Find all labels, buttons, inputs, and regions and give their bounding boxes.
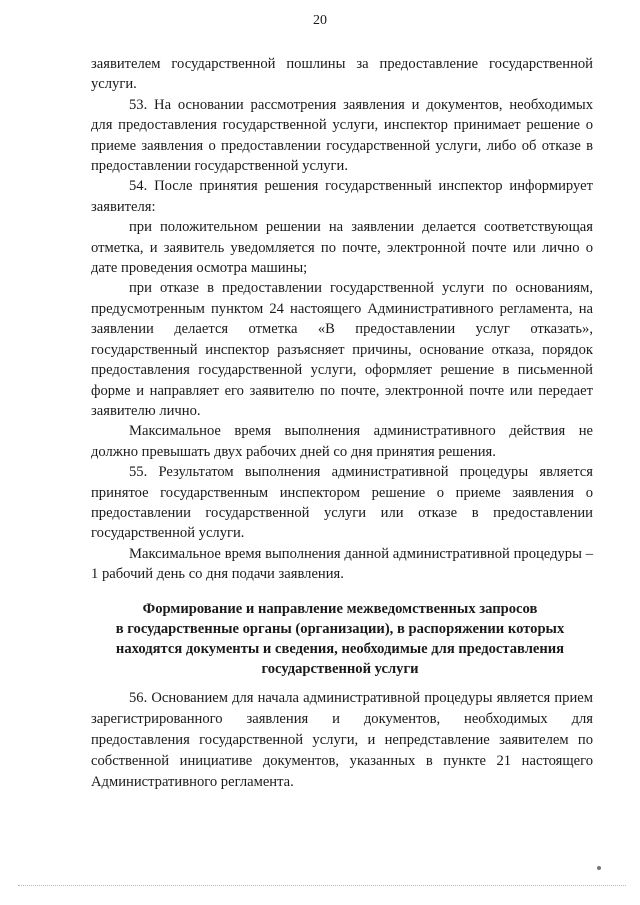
scan-artifact-edge: [18, 885, 626, 886]
paragraph-positive-decision: при положительном решении на заявлении делается соответствующая отметка, и заявитель уведомляется по почте, электронной почте или лично о дате проведения осмотра машины;: [91, 219, 593, 277]
paragraph-55: 55. Результатом выполнения административной процедуры является принятое государственным инспектором решение о приеме заявления о предоставлении государственной услуги или отказе в предоставлении государственной услуги.: [91, 464, 593, 542]
section-heading-line: находятся документы и сведения, необходимые для предоставления: [115, 641, 565, 657]
document-body: [91, 54, 593, 585]
paragraph-continuation: заявителем государственной пошлины за предоставление государственной услуги.: [91, 56, 593, 93]
paragraph-54: 54. После принятия решения государственный инспектор информирует заявителя:: [91, 178, 593, 215]
section-heading-line: Формирование и направление межведомственных запросов: [142, 601, 538, 617]
scan-artifact-dot: [597, 866, 601, 870]
section-heading-line: в государственные органы (организации), в распоряжении которых: [115, 621, 565, 637]
paragraph-53: 53. На основании рассмотрения заявления и документов, необходимых для предоставления государственной услуги, инспектор принимает решение о приеме заявления о предоставлении государственной услуги, либо об отказе в предоставлении государственной услуги.: [91, 96, 593, 175]
paragraph-max-time-action: Максимальное время выполнения административного действия не должно превышать двух рабочих дней со дня принятия решения.: [91, 423, 593, 460]
paragraph-max-time-procedure: Максимальное время выполнения данной административной процедуры – 1 рабочий день со дня подачи заявления.: [91, 545, 593, 583]
paragraph-refusal-decision: при отказе в предоставлении государственной услуги по основаниям, предусмотренным пунктом 24 настоящего Административного регламента, на заявлении делается отметка «В предоставлении услуг отказать», государственный инспектор разъясняет причины, основание отказа, порядок предоставления государственной услуги, оформляет решение в письменной форме и направляет его заявителю по почте, электронной почте или передает заявителю лично.: [91, 280, 593, 419]
section-heading-line: государственной услуги: [261, 661, 419, 677]
page-number: 20: [313, 13, 327, 28]
document-body-continued: [91, 688, 593, 793]
paragraph-56: 56. Основанием для начала административной процедуры является прием зарегистрированного заявления и документов, необходимых для предоставления государственной услуги, и непредставление заявителем по собственной инициативе документов, указанных в пункте 21 настоящего Административного регламента.: [91, 690, 593, 790]
section-heading: [100, 599, 580, 679]
